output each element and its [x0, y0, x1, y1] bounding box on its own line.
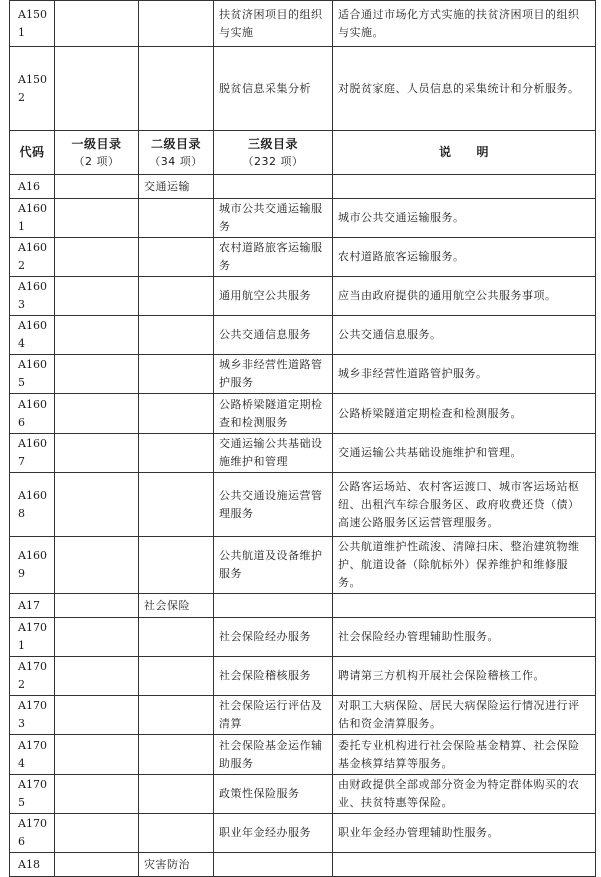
row-level1 — [55, 775, 139, 814]
row-level1 — [55, 199, 139, 238]
row-code: A1606 — [10, 394, 55, 434]
table-row — [10, 316, 596, 355]
row-code: A1609 — [10, 537, 55, 594]
row-code: A1602 — [10, 238, 55, 277]
header-level3-count: （232 项） — [242, 154, 304, 168]
row-level2 — [139, 394, 214, 434]
row-description: 对脱贫家庭、人员信息的采集统计和分析服务。 — [333, 47, 596, 131]
table-row — [10, 473, 596, 537]
table-row — [10, 696, 596, 735]
row-level2: 灾害防治 — [139, 853, 214, 877]
row-level1 — [55, 47, 139, 131]
row-level1 — [55, 618, 139, 657]
row-level3: 社会保险运行评估及清算 — [214, 696, 333, 735]
row-code: A1502 — [10, 47, 55, 131]
row-code: A18 — [10, 853, 55, 877]
row-level1 — [55, 696, 139, 735]
row-level2 — [139, 238, 214, 277]
header-level2-count: （34 项） — [149, 154, 203, 168]
table-row — [10, 199, 596, 238]
row-level3: 公路桥梁隧道定期检查和检测服务 — [214, 394, 333, 434]
row-level2 — [139, 473, 214, 537]
row-description: 职业年金经办管理辅助性服务。 — [333, 814, 596, 853]
row-code: A1605 — [10, 355, 55, 394]
header-level3-title: 三级目录 — [247, 136, 298, 151]
table-row — [10, 1, 596, 47]
row-level3 — [214, 175, 333, 199]
row-level1 — [55, 853, 139, 877]
table-row — [10, 537, 596, 594]
row-description — [333, 175, 596, 199]
row-level3: 脱贫信息采集分析 — [214, 47, 333, 131]
table-row — [10, 277, 596, 316]
row-level3: 社会保险稽核服务 — [214, 657, 333, 696]
row-level3 — [214, 594, 333, 618]
row-code: A1607 — [10, 434, 55, 473]
table-row — [10, 657, 596, 696]
row-code: A1501 — [10, 1, 55, 47]
row-level2 — [139, 696, 214, 735]
row-description — [333, 853, 596, 877]
row-level2: 社会保险 — [139, 594, 214, 618]
row-level1 — [55, 277, 139, 316]
row-description: 城乡非经营性道路管护服务。 — [333, 355, 596, 394]
row-level1 — [55, 434, 139, 473]
row-description: 由财政提供全部或部分资金为特定群体购买的农业、扶贫特惠等保险。 — [333, 775, 596, 814]
row-code: A1701 — [10, 618, 55, 657]
row-level3: 城市公共交通运输服务 — [214, 199, 333, 238]
table-row — [10, 175, 596, 199]
row-description: 公共航道维护性疏浚、清障扫床、整治建筑物维护、航道设备（除航标外）保养维护和维修服务。 — [333, 537, 596, 594]
row-level1 — [55, 355, 139, 394]
row-level3: 政策性保险服务 — [214, 775, 333, 814]
table-row — [10, 618, 596, 657]
row-level2: 交通运输 — [139, 175, 214, 199]
row-description: 城市公共交通运输服务。 — [333, 199, 596, 238]
header-level1-title: 一级目录 — [71, 136, 122, 151]
header-level3 — [214, 131, 333, 175]
row-level2 — [139, 434, 214, 473]
row-code: A1603 — [10, 277, 55, 316]
row-level2 — [139, 735, 214, 775]
header-description: 说 明 — [333, 131, 596, 175]
row-level2 — [139, 657, 214, 696]
row-level3: 公共交通设施运营管理服务 — [214, 473, 333, 537]
row-code: A16 — [10, 175, 55, 199]
row-level1 — [55, 394, 139, 434]
row-level2 — [139, 814, 214, 853]
row-level3: 扶贫济困项目的组织与实施 — [214, 1, 333, 47]
row-description: 适合通过市场化方式实施的扶贫济困项目的组织与实施。 — [333, 1, 596, 47]
table-row — [10, 394, 596, 434]
row-code: A1608 — [10, 473, 55, 537]
table-row — [10, 355, 596, 394]
row-level2 — [139, 355, 214, 394]
row-code: A17 — [10, 594, 55, 618]
table-row — [10, 814, 596, 853]
table-row — [10, 47, 596, 131]
row-level2 — [139, 47, 214, 131]
row-description: 社会保险经办管理辅助性服务。 — [333, 618, 596, 657]
row-level1 — [55, 735, 139, 775]
row-code: A1706 — [10, 814, 55, 853]
row-level1 — [55, 657, 139, 696]
row-level3: 社会保险经办服务 — [214, 618, 333, 657]
header-level2-title: 二级目录 — [150, 136, 201, 151]
header-code: 代码 — [10, 131, 55, 175]
row-code: A1705 — [10, 775, 55, 814]
header-level1-count: （2 项） — [73, 154, 120, 168]
row-level3: 城乡非经营性道路管护服务 — [214, 355, 333, 394]
row-description: 聘请第三方机构开展社会保险稽核工作。 — [333, 657, 596, 696]
row-level3: 通用航空公共服务 — [214, 277, 333, 316]
row-level1 — [55, 316, 139, 355]
header-row — [10, 131, 596, 175]
row-code: A1702 — [10, 657, 55, 696]
row-level1 — [55, 473, 139, 537]
row-description: 交通运输公共基础设施维护和管理。 — [333, 434, 596, 473]
row-level2 — [139, 775, 214, 814]
row-level3: 职业年金经办服务 — [214, 814, 333, 853]
row-level2 — [139, 1, 214, 47]
row-description: 对职工大病保险、居民大病保险运行情况进行评估和资金清算服务。 — [333, 696, 596, 735]
header-level1 — [55, 131, 139, 175]
row-level2 — [139, 277, 214, 316]
row-description — [333, 594, 596, 618]
row-level3 — [214, 853, 333, 877]
row-description: 应当由政府提供的通用航空公共服务事项。 — [333, 277, 596, 316]
table-row — [10, 775, 596, 814]
row-code: A1604 — [10, 316, 55, 355]
row-level1 — [55, 175, 139, 199]
row-level1 — [55, 238, 139, 277]
row-level3: 交通运输公共基础设施维护和管理 — [214, 434, 333, 473]
row-level3: 社会保险基金运作辅助服务 — [214, 735, 333, 775]
table-row — [10, 594, 596, 618]
header-level2 — [139, 131, 214, 175]
row-level3: 农村道路旅客运输服务 — [214, 238, 333, 277]
row-level2 — [139, 316, 214, 355]
row-level1 — [55, 1, 139, 47]
row-level2 — [139, 537, 214, 594]
row-description: 农村道路旅客运输服务。 — [333, 238, 596, 277]
row-description: 委托专业机构进行社会保险基金精算、社会保险基金核算结算等服务。 — [333, 735, 596, 775]
row-level1 — [55, 594, 139, 618]
row-code: A1704 — [10, 735, 55, 775]
row-code: A1703 — [10, 696, 55, 735]
row-level2 — [139, 618, 214, 657]
table-row — [10, 238, 596, 277]
row-level1 — [55, 814, 139, 853]
table-row — [10, 434, 596, 473]
row-description: 公路桥梁隧道定期检查和检测服务。 — [333, 394, 596, 434]
table-row — [10, 853, 596, 877]
row-level3: 公共交通信息服务 — [214, 316, 333, 355]
row-description: 公共交通信息服务。 — [333, 316, 596, 355]
table-row — [10, 735, 596, 775]
row-level2 — [139, 199, 214, 238]
row-code: A1601 — [10, 199, 55, 238]
row-level1 — [55, 537, 139, 594]
catalog-table — [9, 0, 596, 877]
row-description: 公路客运场站、农村客运渡口、城市客运场站枢纽、出租汽车综合服务区、政府收费还贷（债）高速公路服务区运营管理服务。 — [333, 473, 596, 537]
row-level3: 公共航道及设备维护服务 — [214, 537, 333, 594]
